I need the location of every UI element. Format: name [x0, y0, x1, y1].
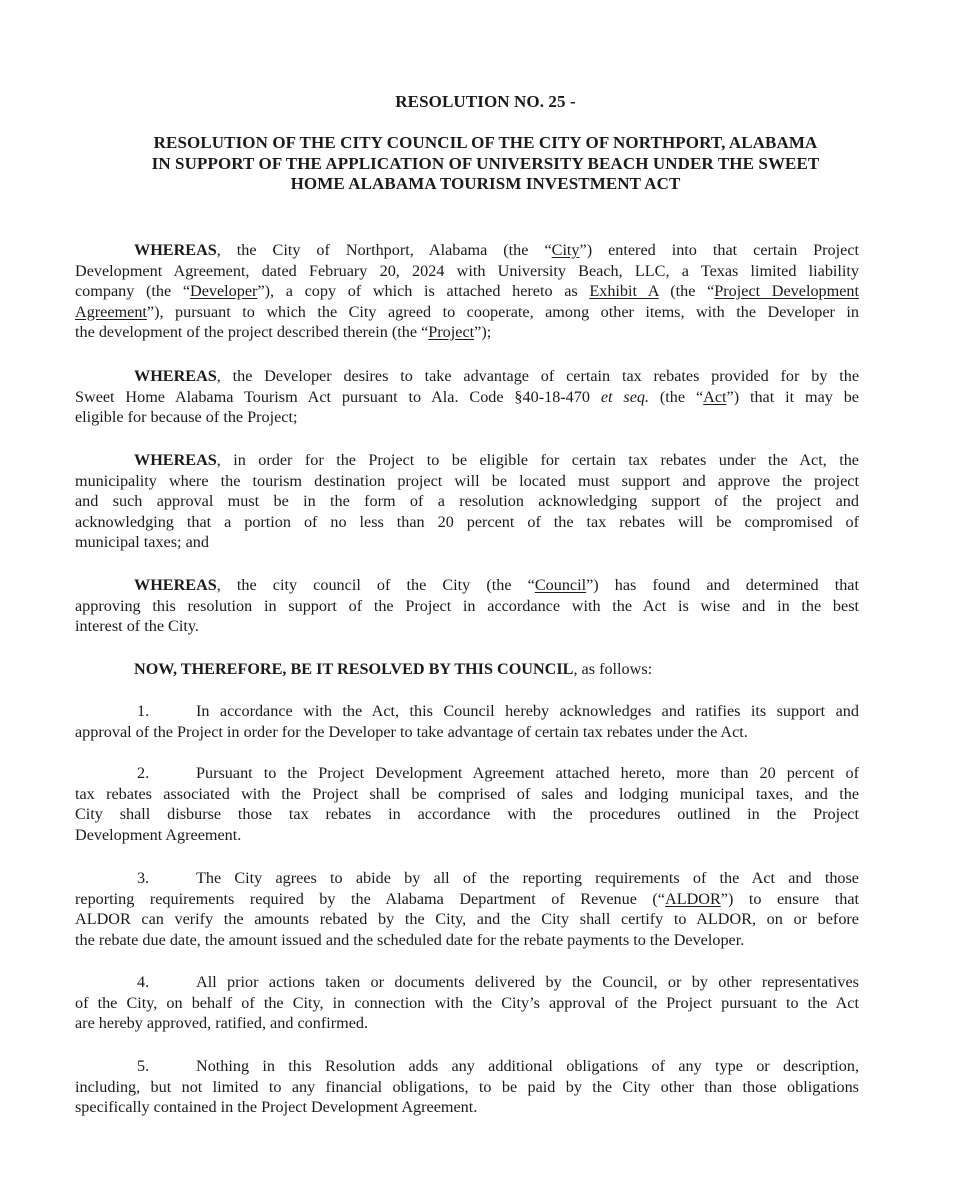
- defined-term: Developer: [190, 282, 258, 300]
- resolution-item-3: [75, 868, 859, 950]
- defined-term: ALDOR: [665, 889, 721, 908]
- text-line: WHEREAS, in order for the Project to be eligible for certain tax rebates under the Act, the: [134, 451, 859, 469]
- title-line: RESOLUTION OF THE CITY COUNCIL OF THE CITY OF NORTHPORT, ALABAMA: [153, 133, 818, 152]
- whereas-clause-4: [75, 575, 859, 637]
- whereas-lead: WHEREAS: [134, 451, 217, 469]
- text-line: ALDOR can verify the amounts rebated by the City, and the City shall certify to ALDOR, on or before: [75, 910, 859, 928]
- defined-term: City: [551, 241, 580, 259]
- text-line: WHEREAS, the city council of the City (the “Council”) has found and determined that: [134, 576, 859, 594]
- text-line: 1. In accordance with the Act, this Council hereby acknowledges and ratifies its support and: [75, 701, 859, 722]
- text-line: municipal taxes; and: [75, 533, 209, 551]
- text-line: reporting requirements required by the Alabama Department of Revenue (“ALDOR”) to ensure that: [75, 889, 859, 908]
- text-line: approving this resolution in support of the Project in accordance with the Act is wise and in the best: [75, 596, 859, 615]
- defined-term: Act: [703, 387, 727, 406]
- resolution-item-2: [75, 763, 859, 845]
- defined-term: Project Development: [714, 282, 859, 300]
- text-line: specifically contained in the Project Development Agreement.: [75, 1098, 478, 1116]
- text-line: including, but not limited to any financial obligations, to be paid by the City other than those obligations: [75, 1077, 859, 1096]
- text-line: 5. Nothing in this Resolution adds any additional obligations of any type or description,: [75, 1056, 859, 1077]
- text-line: eligible for because of the Project;: [75, 408, 298, 426]
- text-line: Development Agreement.: [75, 825, 242, 844]
- resolved-rest: , as follows:: [573, 660, 653, 678]
- text-line: Development Agreement, dated February 20, 2024 with University Beach, LLC, a Texas limited liability: [75, 261, 859, 280]
- whereas-lead: WHEREAS: [134, 367, 217, 385]
- defined-term: Exhibit A: [589, 282, 659, 300]
- resolution-item-4: [75, 972, 859, 1034]
- text-line: and such approval must be in the form of a resolution acknowledging support of the project and: [75, 492, 859, 510]
- text-line: 3. The City agrees to abide by all of the reporting requirements of the Act and those: [75, 868, 859, 889]
- resolved-lead: NOW, THEREFORE, BE IT RESOLVED BY THIS COUNCIL: [134, 660, 574, 678]
- text-line: are hereby approved, ratified, and confirmed.: [75, 1014, 369, 1032]
- title-line: IN SUPPORT OF THE APPLICATION OF UNIVERSITY BEACH UNDER THE SWEET: [151, 153, 820, 173]
- italic-term: et seq.: [600, 387, 650, 406]
- text-line: 2. Pursuant to the Project Development Agreement attached hereto, more than 20 percent of: [75, 763, 859, 784]
- text-line: tax rebates associated with the Project shall be comprised of sales and lodging municipal taxes, and the: [75, 784, 859, 803]
- text-line: the development of the project described therein (the “Project”);: [75, 323, 492, 341]
- item-number: 3.: [137, 869, 150, 887]
- text-line: WHEREAS, the Developer desires to take advantage of certain tax rebates provided for by the: [134, 367, 859, 385]
- text-line: Agreement”), pursuant to which the City agreed to cooperate, among other items, with the Developer in: [75, 302, 859, 321]
- resolution-number: RESOLUTION NO. 25 -: [395, 92, 576, 111]
- item-number: 4.: [137, 973, 150, 991]
- item-number: 2.: [137, 764, 150, 782]
- text-line: City shall disburse those tax rebates in accordance with the procedures outlined in the Project: [75, 805, 859, 823]
- resolution-title: [0, 133, 971, 195]
- text-line: acknowledging that a portion of no less than 20 percent of the tax rebates will be compromised of: [75, 512, 859, 531]
- title-line: HOME ALABAMA TOURISM INVESTMENT ACT: [290, 174, 681, 193]
- defined-term: Agreement: [75, 302, 147, 321]
- text-line: 4. All prior actions taken or documents delivered by the Council, or by other representatives: [75, 972, 859, 993]
- text-line: Sweet Home Alabama Tourism Act pursuant to Ala. Code §40-18-470 et seq. (the “Act”) that it may be: [75, 387, 859, 406]
- resolution-item-5: [75, 1056, 859, 1118]
- text-line: of the City, on behalf of the City, in connection with the City’s approval of the Project pursuant to the Act: [75, 993, 859, 1012]
- whereas-clause-2: [75, 366, 859, 428]
- whereas-clause-1: [75, 240, 859, 343]
- text-line: company (the “Developer”), a copy of which is attached hereto as Exhibit A (the “Project Development: [75, 282, 859, 300]
- text-line: interest of the City.: [75, 617, 199, 635]
- text-line: the rebate due date, the amount issued and the scheduled date for the rebate payments to the Developer.: [75, 930, 745, 949]
- whereas-clause-3: [75, 450, 859, 553]
- whereas-lead: WHEREAS: [134, 576, 217, 594]
- resolved-clause: [75, 659, 859, 680]
- defined-term: Project: [428, 323, 475, 341]
- text-line: approval of the Project in order for the Developer to take advantage of certain tax rebates under the Act.: [75, 722, 748, 741]
- defined-term: Council: [534, 576, 587, 594]
- whereas-lead: WHEREAS: [134, 241, 217, 259]
- item-number: 1.: [137, 702, 150, 720]
- text-line: municipality where the tourism destination project will be located must support and approve the project: [75, 471, 859, 490]
- text-line: WHEREAS, the City of Northport, Alabama (the “City”) entered into that certain Project: [134, 241, 860, 259]
- item-number: 5.: [137, 1057, 150, 1075]
- resolution-item-1: [75, 701, 859, 742]
